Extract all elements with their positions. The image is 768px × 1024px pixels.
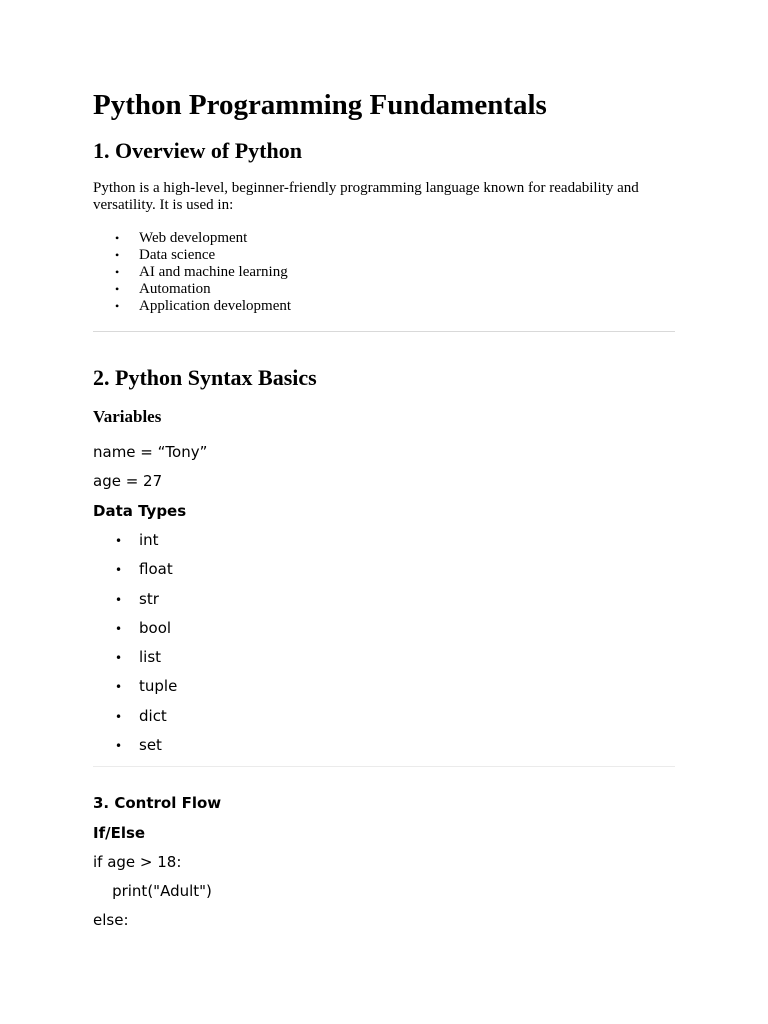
section-1-heading: 1. Overview of Python bbox=[93, 138, 302, 163]
list-item: • float bbox=[115, 560, 173, 579]
bullet-icon: • bbox=[115, 592, 123, 607]
list-item: • Web development bbox=[115, 230, 248, 246]
variable-line-name: name = “Tony” bbox=[93, 443, 208, 461]
section-2-heading: 2. Python Syntax Basics bbox=[93, 365, 317, 390]
bullet-icon: • bbox=[115, 651, 123, 666]
bullet-icon: • bbox=[115, 248, 120, 262]
bullet-icon: • bbox=[115, 299, 120, 313]
code-line: if age > 18: bbox=[93, 853, 182, 871]
list-item: • bool bbox=[115, 618, 172, 637]
list-item: • Application development bbox=[115, 298, 292, 314]
code-line: else: bbox=[93, 911, 129, 929]
list-item: • dict bbox=[115, 706, 167, 725]
bullet-icon: • bbox=[115, 534, 123, 548]
section-1-intro: Python is a high-level, beginner-friendly programming language known for readability and versatility. It is used in: bbox=[93, 180, 639, 213]
variable-line-age: age = 27 bbox=[93, 472, 163, 490]
list-item: • set bbox=[115, 736, 162, 755]
code-line: print("Adult") bbox=[93, 882, 212, 900]
bullet-icon: • bbox=[115, 680, 123, 695]
ifelse-heading: If/Else bbox=[93, 824, 146, 842]
section-divider bbox=[93, 766, 675, 767]
bullet-icon: • bbox=[115, 265, 120, 279]
bullet-icon: • bbox=[115, 231, 120, 245]
bullet-icon: • bbox=[115, 709, 123, 724]
list-item: • Data science bbox=[115, 247, 216, 263]
list-item: • list bbox=[115, 648, 162, 667]
python-uses-list bbox=[93, 230, 291, 315]
list-item: • AI and machine learning bbox=[115, 264, 288, 280]
list-item: • str bbox=[115, 589, 159, 608]
bullet-icon: • bbox=[115, 621, 123, 636]
data-types-list bbox=[93, 530, 177, 764]
data-types-heading: Data Types bbox=[93, 502, 187, 520]
section-3-heading: 3. Control Flow bbox=[93, 794, 222, 812]
list-item: • Automation bbox=[115, 281, 211, 297]
bullet-icon: • bbox=[115, 563, 123, 578]
list-item: • int bbox=[115, 531, 159, 549]
bullet-icon: • bbox=[115, 739, 123, 754]
document-title: Python Programming Fundamentals bbox=[93, 89, 547, 121]
variables-heading: Variables bbox=[93, 407, 162, 426]
list-item: • tuple bbox=[115, 677, 178, 696]
bullet-icon: • bbox=[115, 282, 120, 296]
section-divider bbox=[93, 331, 675, 332]
